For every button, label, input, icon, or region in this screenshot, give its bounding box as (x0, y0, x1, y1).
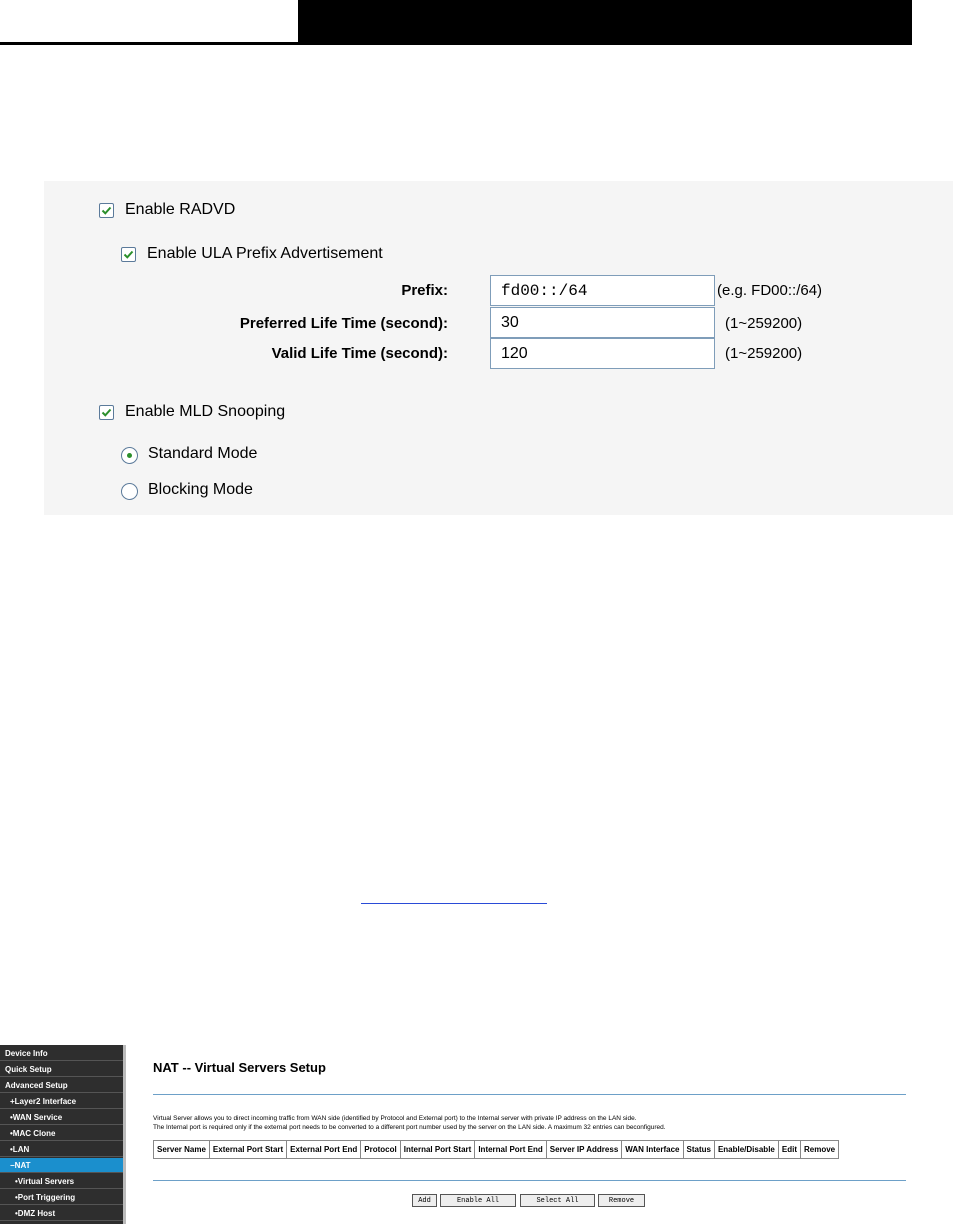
check-icon (101, 407, 112, 418)
page-title: NAT -- Virtual Servers Setup (153, 1060, 326, 1075)
column-header: Internal Port End (475, 1141, 546, 1159)
header-bar (298, 0, 912, 43)
description-line-1: Virtual Server allows you to direct incoming traffic from WAN side (identified by Protocol and External port) to the Internal server with private IP address on the LAN side. (153, 1115, 637, 1122)
sidebar-item-mac-clone[interactable]: •MAC Clone (0, 1126, 123, 1141)
sidebar-item-dmz-host[interactable]: •DMZ Host (0, 1206, 123, 1221)
valid-life-time-hint: (1~259200) (725, 345, 803, 362)
standard-mode-radio[interactable] (121, 447, 138, 464)
prefix-hint: (e.g. FD00::/64) (717, 282, 823, 299)
radvd-settings-panel (44, 181, 953, 515)
select-all-button[interactable]: Select All (520, 1194, 595, 1207)
blocking-mode-label: Blocking Mode (148, 481, 253, 498)
sidebar-item-device-info[interactable]: Device Info (0, 1046, 123, 1061)
table-divider (153, 1180, 906, 1181)
preferred-life-time-input[interactable]: 30 (490, 307, 715, 338)
enable-radvd-checkbox[interactable] (99, 203, 114, 218)
check-icon (123, 249, 134, 260)
preferred-life-time-label: Preferred Life Time (second): (239, 315, 448, 332)
sidebar-nav (0, 1045, 123, 1224)
sidebar-item-quick-setup[interactable]: Quick Setup (0, 1062, 123, 1077)
sidebar-separator (123, 1045, 126, 1224)
sidebar-item-lan[interactable]: •LAN (0, 1142, 123, 1157)
standard-mode-label: Standard Mode (148, 445, 258, 462)
enable-mld-checkbox[interactable] (99, 405, 114, 420)
sidebar-item-wan-service[interactable]: •WAN Service (0, 1110, 123, 1125)
enable-ula-label: Enable ULA Prefix Advertisement (147, 245, 383, 262)
column-header: Server IP Address (546, 1141, 621, 1159)
valid-life-time-label: Valid Life Time (second): (271, 345, 448, 362)
description-line-2: The Internal port is required only if the external port needs to be converted to a different port number used by the server on the LAN side. A maximum 32 entries can beconfigured. (153, 1124, 666, 1131)
column-header: Server Name (154, 1141, 210, 1159)
column-header: Remove (800, 1141, 838, 1159)
sidebar-item-port-triggering[interactable]: •Port Triggering (0, 1190, 123, 1205)
radio-selected-icon (127, 453, 132, 458)
column-header: External Port Start (209, 1141, 286, 1159)
column-header: Status (683, 1141, 714, 1159)
blocking-mode-radio[interactable] (121, 483, 138, 500)
preferred-life-time-hint: (1~259200) (725, 315, 803, 332)
column-header: Edit (778, 1141, 800, 1159)
column-header: External Port End (287, 1141, 361, 1159)
virtual-servers-table (153, 1140, 839, 1159)
header-rule (0, 42, 912, 45)
column-header: Protocol (361, 1141, 400, 1159)
enable-all-button[interactable]: Enable All (440, 1194, 516, 1207)
nat-virtual-servers-screenshot (0, 1045, 909, 1224)
sidebar-item-advanced-setup[interactable]: Advanced Setup (0, 1078, 123, 1093)
column-header: Internal Port Start (400, 1141, 475, 1159)
sidebar-item-layer2-interface[interactable]: +Layer2 Interface (0, 1094, 123, 1109)
prefix-input[interactable]: fd00::/64 (490, 275, 715, 306)
remove-button[interactable]: Remove (598, 1194, 645, 1207)
add-button[interactable]: Add (412, 1194, 437, 1207)
check-icon (101, 205, 112, 216)
sidebar-item-virtual-servers[interactable]: •Virtual Servers (0, 1174, 123, 1189)
valid-life-time-input[interactable]: 120 (490, 338, 715, 369)
sidebar-item-nat[interactable]: −NAT (0, 1158, 123, 1173)
prefix-label: Prefix: (401, 282, 448, 299)
enable-mld-label: Enable MLD Snooping (125, 403, 286, 420)
table-header-row (154, 1141, 839, 1159)
enable-ula-checkbox[interactable] (121, 247, 136, 262)
column-header: WAN Interface (622, 1141, 683, 1159)
enable-radvd-label: Enable RADVD (125, 201, 236, 218)
title-divider (153, 1094, 906, 1095)
hyperlink-underline[interactable] (361, 903, 547, 904)
column-header: Enable/Disable (714, 1141, 778, 1159)
